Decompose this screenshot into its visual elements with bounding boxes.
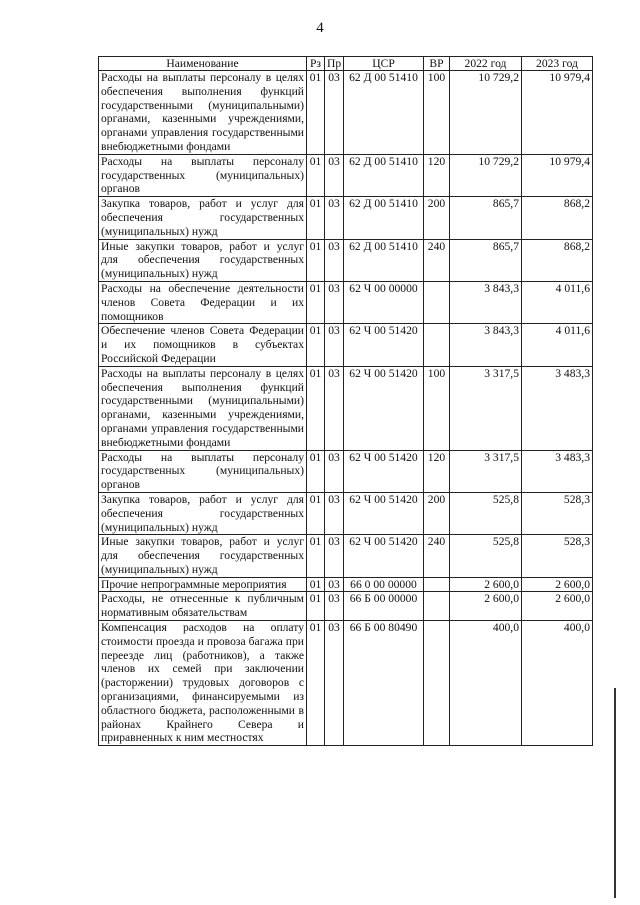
row-2023: 400,0 (522, 621, 593, 746)
row-vr: 120 (424, 154, 450, 196)
row-2023: 2 600,0 (522, 592, 593, 621)
row-csr: 62 Ч 00 51420 (344, 492, 424, 534)
header-vr: ВР (424, 57, 450, 71)
scan-edge-line (614, 688, 616, 898)
row-rz: 01 (307, 239, 325, 281)
row-vr (424, 592, 450, 621)
row-rz: 01 (307, 71, 325, 155)
row-pr: 03 (325, 492, 344, 534)
row-2023: 868,2 (522, 239, 593, 281)
row-vr (424, 577, 450, 592)
table-row (99, 324, 593, 366)
row-pr: 03 (325, 197, 344, 239)
table-header-row (99, 57, 593, 71)
row-2023: 2 600,0 (522, 577, 593, 592)
row-2023: 4 011,6 (522, 281, 593, 323)
row-2023: 868,2 (522, 197, 593, 239)
row-name: Расходы, не отнесенные к публичным нормативным обязательствам (99, 592, 307, 621)
row-rz: 01 (307, 577, 325, 592)
row-csr: 66 Б 00 00000 (344, 592, 424, 621)
row-pr: 03 (325, 450, 344, 492)
table-row (99, 154, 593, 196)
row-vr: 240 (424, 239, 450, 281)
row-rz: 01 (307, 197, 325, 239)
page-number: 4 (316, 20, 324, 36)
header-2023: 2023 год (522, 57, 593, 71)
row-2023: 10 979,4 (522, 71, 593, 155)
row-csr: 62 Ч 00 51420 (344, 324, 424, 366)
row-pr: 03 (325, 592, 344, 621)
row-name: Иные закупки товаров, работ и услуг для обеспечения государственных (муниципальных) нужд (99, 535, 307, 577)
table-row (99, 621, 593, 746)
row-2022: 3 317,5 (450, 366, 522, 450)
row-pr: 03 (325, 281, 344, 323)
row-2022: 865,7 (450, 239, 522, 281)
table-row (99, 281, 593, 323)
row-name: Прочие непрограммные мероприятия (99, 577, 307, 592)
row-2022: 3 317,5 (450, 450, 522, 492)
row-rz: 01 (307, 492, 325, 534)
row-2022: 10 729,2 (450, 71, 522, 155)
row-name: Закупка товаров, работ и услуг для обеспечения государственных (муниципальных) нужд (99, 197, 307, 239)
row-csr: 62 Д 00 51410 (344, 239, 424, 281)
row-csr: 62 Д 00 51410 (344, 154, 424, 196)
table-row (99, 197, 593, 239)
row-csr: 62 Д 00 51410 (344, 71, 424, 155)
row-vr: 100 (424, 366, 450, 450)
row-csr: 62 Ч 00 51420 (344, 450, 424, 492)
row-vr: 200 (424, 197, 450, 239)
row-pr: 03 (325, 577, 344, 592)
row-2022: 3 843,3 (450, 281, 522, 323)
row-pr: 03 (325, 366, 344, 450)
table-row (99, 535, 593, 577)
row-2023: 4 011,6 (522, 324, 593, 366)
row-rz: 01 (307, 281, 325, 323)
row-2022: 525,8 (450, 535, 522, 577)
header-name: Наименование (99, 57, 307, 71)
table-row (99, 450, 593, 492)
row-rz: 01 (307, 592, 325, 621)
table-row (99, 239, 593, 281)
row-rz: 01 (307, 450, 325, 492)
header-rz: Рз (307, 57, 325, 71)
row-rz: 01 (307, 621, 325, 746)
row-pr: 03 (325, 324, 344, 366)
row-csr: 66 0 00 00000 (344, 577, 424, 592)
row-2022: 865,7 (450, 197, 522, 239)
row-name: Расходы на обеспечение деятельности членов Совета Федерации и их помощников (99, 281, 307, 323)
row-rz: 01 (307, 154, 325, 196)
row-2022: 525,8 (450, 492, 522, 534)
row-vr: 200 (424, 492, 450, 534)
row-2022: 400,0 (450, 621, 522, 746)
row-vr: 100 (424, 71, 450, 155)
row-rz: 01 (307, 535, 325, 577)
row-csr: 66 Б 00 80490 (344, 621, 424, 746)
row-pr: 03 (325, 535, 344, 577)
table-row (99, 366, 593, 450)
row-name: Закупка товаров, работ и услуг для обеспечения государственных (муниципальных) нужд (99, 492, 307, 534)
row-pr: 03 (325, 621, 344, 746)
row-rz: 01 (307, 324, 325, 366)
table-row (99, 71, 593, 155)
budget-table (98, 56, 593, 746)
row-2022: 2 600,0 (450, 577, 522, 592)
header-pr: Пр (325, 57, 344, 71)
header-2022: 2022 год (450, 57, 522, 71)
table-row (99, 577, 593, 592)
row-2023: 528,3 (522, 535, 593, 577)
row-name: Расходы на выплаты персоналу государственных (муниципальных) органов (99, 154, 307, 196)
row-csr: 62 Д 00 51410 (344, 197, 424, 239)
row-2022: 2 600,0 (450, 592, 522, 621)
table-row (99, 492, 593, 534)
row-name: Расходы на выплаты персоналу в целях обеспечения выполнения функций государственными (муниципальными) органами, казенными учреждениями, органами управления государственными внебюджетными фондами (99, 366, 307, 450)
row-vr: 240 (424, 535, 450, 577)
row-vr (424, 324, 450, 366)
table-row (99, 592, 593, 621)
row-name: Обеспечение членов Совета Федерации и их помощников в субъектах Российской Федерации (99, 324, 307, 366)
row-name: Расходы на выплаты персоналу государственных (муниципальных) органов (99, 450, 307, 492)
row-csr: 62 Ч 00 00000 (344, 281, 424, 323)
row-2023: 3 483,3 (522, 366, 593, 450)
row-pr: 03 (325, 239, 344, 281)
row-pr: 03 (325, 154, 344, 196)
row-2023: 528,3 (522, 492, 593, 534)
header-csr: ЦСР (344, 57, 424, 71)
row-vr: 120 (424, 450, 450, 492)
row-rz: 01 (307, 366, 325, 450)
row-2023: 10 979,4 (522, 154, 593, 196)
row-2022: 10 729,2 (450, 154, 522, 196)
row-csr: 62 Ч 00 51420 (344, 535, 424, 577)
row-2023: 3 483,3 (522, 450, 593, 492)
row-csr: 62 Ч 00 51420 (344, 366, 424, 450)
row-2022: 3 843,3 (450, 324, 522, 366)
row-pr: 03 (325, 71, 344, 155)
row-name: Расходы на выплаты персоналу в целях обеспечения выполнения функций государственными (муниципальными) органами, казенными учреждениями, органами управления государственными внебюджетными фондами (99, 71, 307, 155)
row-vr (424, 621, 450, 746)
row-name: Иные закупки товаров, работ и услуг для обеспечения государственных (муниципальных) нужд (99, 239, 307, 281)
row-name: Компенсация расходов на оплату стоимости проезда и провоза багажа при переезде лиц (работников), а также членов их семей при заключении (расторжении) трудовых договоров с организациями, финансируемыми из областного бюджета, расположенными в районах Крайнего Севера и приравненных к ним местностях (99, 621, 307, 746)
row-vr (424, 281, 450, 323)
